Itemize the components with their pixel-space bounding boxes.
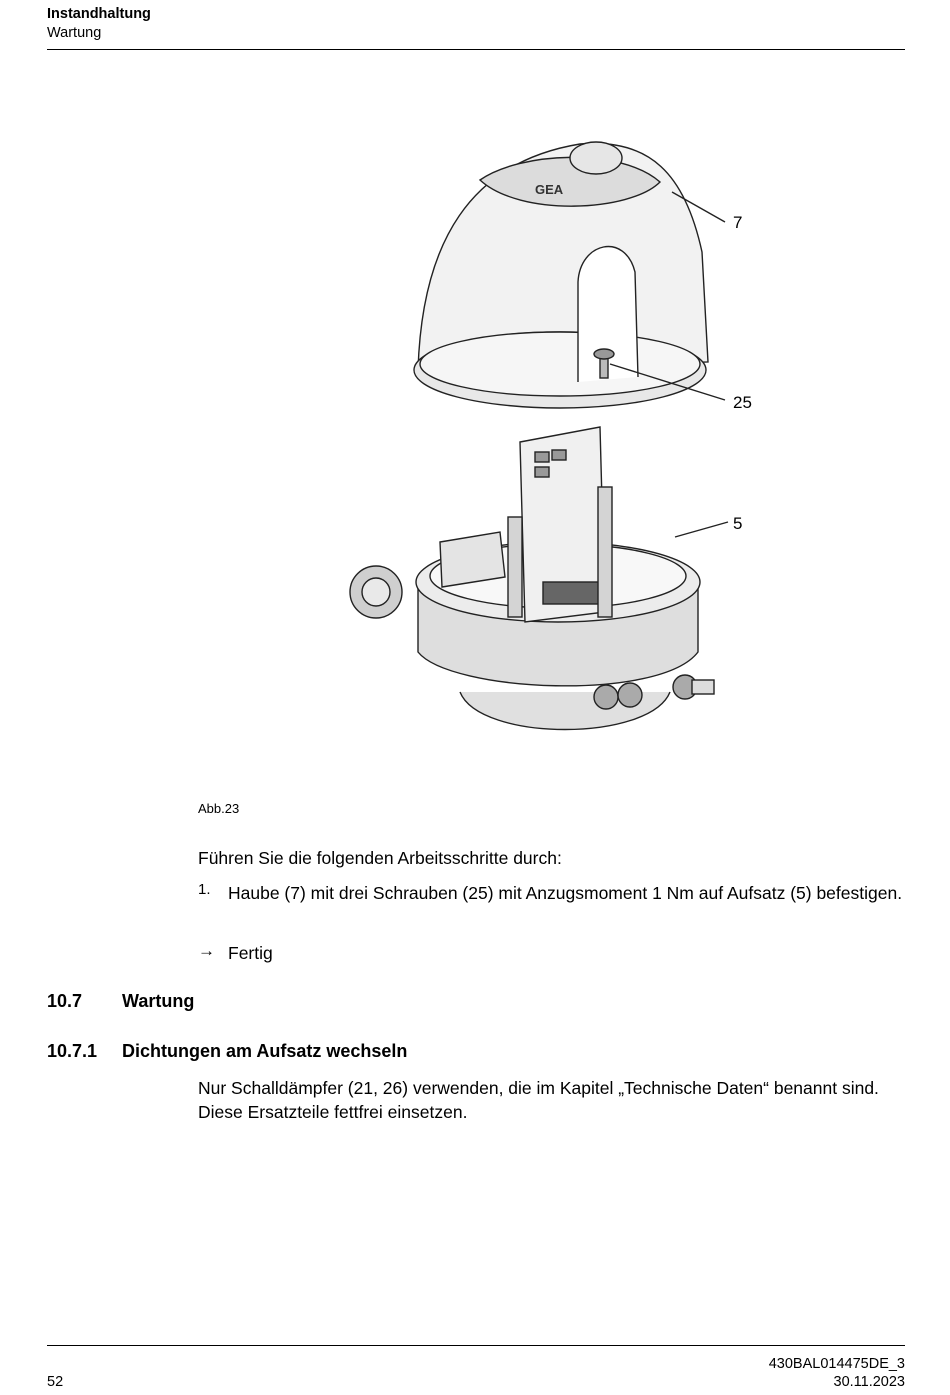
callout-5: 5 bbox=[733, 514, 743, 533]
subsection-title: Dichtungen am Aufsatz wechseln bbox=[122, 1041, 408, 1061]
callout-25: 25 bbox=[733, 393, 752, 412]
footer-divider bbox=[47, 1345, 905, 1346]
step-number: 1. bbox=[198, 881, 211, 898]
section-number: 10.7 bbox=[47, 991, 83, 1011]
instructions-intro: Führen Sie die folgenden Arbeitsschritte durch: bbox=[198, 848, 562, 868]
footer-doc-number: 430BAL014475DE_3 bbox=[768, 1356, 905, 1372]
step-text: Haube (7) mit drei Schrauben (25) mit Anzugsmoment 1 Nm auf Aufsatz (5) befestigen. bbox=[228, 883, 903, 903]
footer-date: 30.11.2023 bbox=[833, 1374, 905, 1390]
illustration-svg bbox=[330, 92, 860, 752]
subsection-number: 10.7.1 bbox=[47, 1041, 98, 1061]
result-arrow-icon: → bbox=[198, 941, 215, 960]
technical-illustration bbox=[330, 92, 860, 752]
result-text: Fertig bbox=[228, 943, 273, 963]
header-title: Instandhaltung bbox=[47, 6, 151, 22]
body-paragraph: Nur Schalldämpfer (21, 26) verwenden, die im Kapitel „Technische Daten“ benannt sind. Diese Ersatzteile fettfrei einsetzen. bbox=[198, 1078, 879, 1122]
callout-7: 7 bbox=[733, 213, 743, 232]
footer-page-number: 52 bbox=[47, 1374, 64, 1390]
hood-logo: GEA bbox=[535, 182, 564, 197]
header-divider bbox=[47, 49, 905, 50]
section-title: Wartung bbox=[122, 991, 195, 1011]
header-subtitle: Wartung bbox=[47, 25, 102, 41]
figure-caption: Abb.23 bbox=[198, 801, 240, 816]
